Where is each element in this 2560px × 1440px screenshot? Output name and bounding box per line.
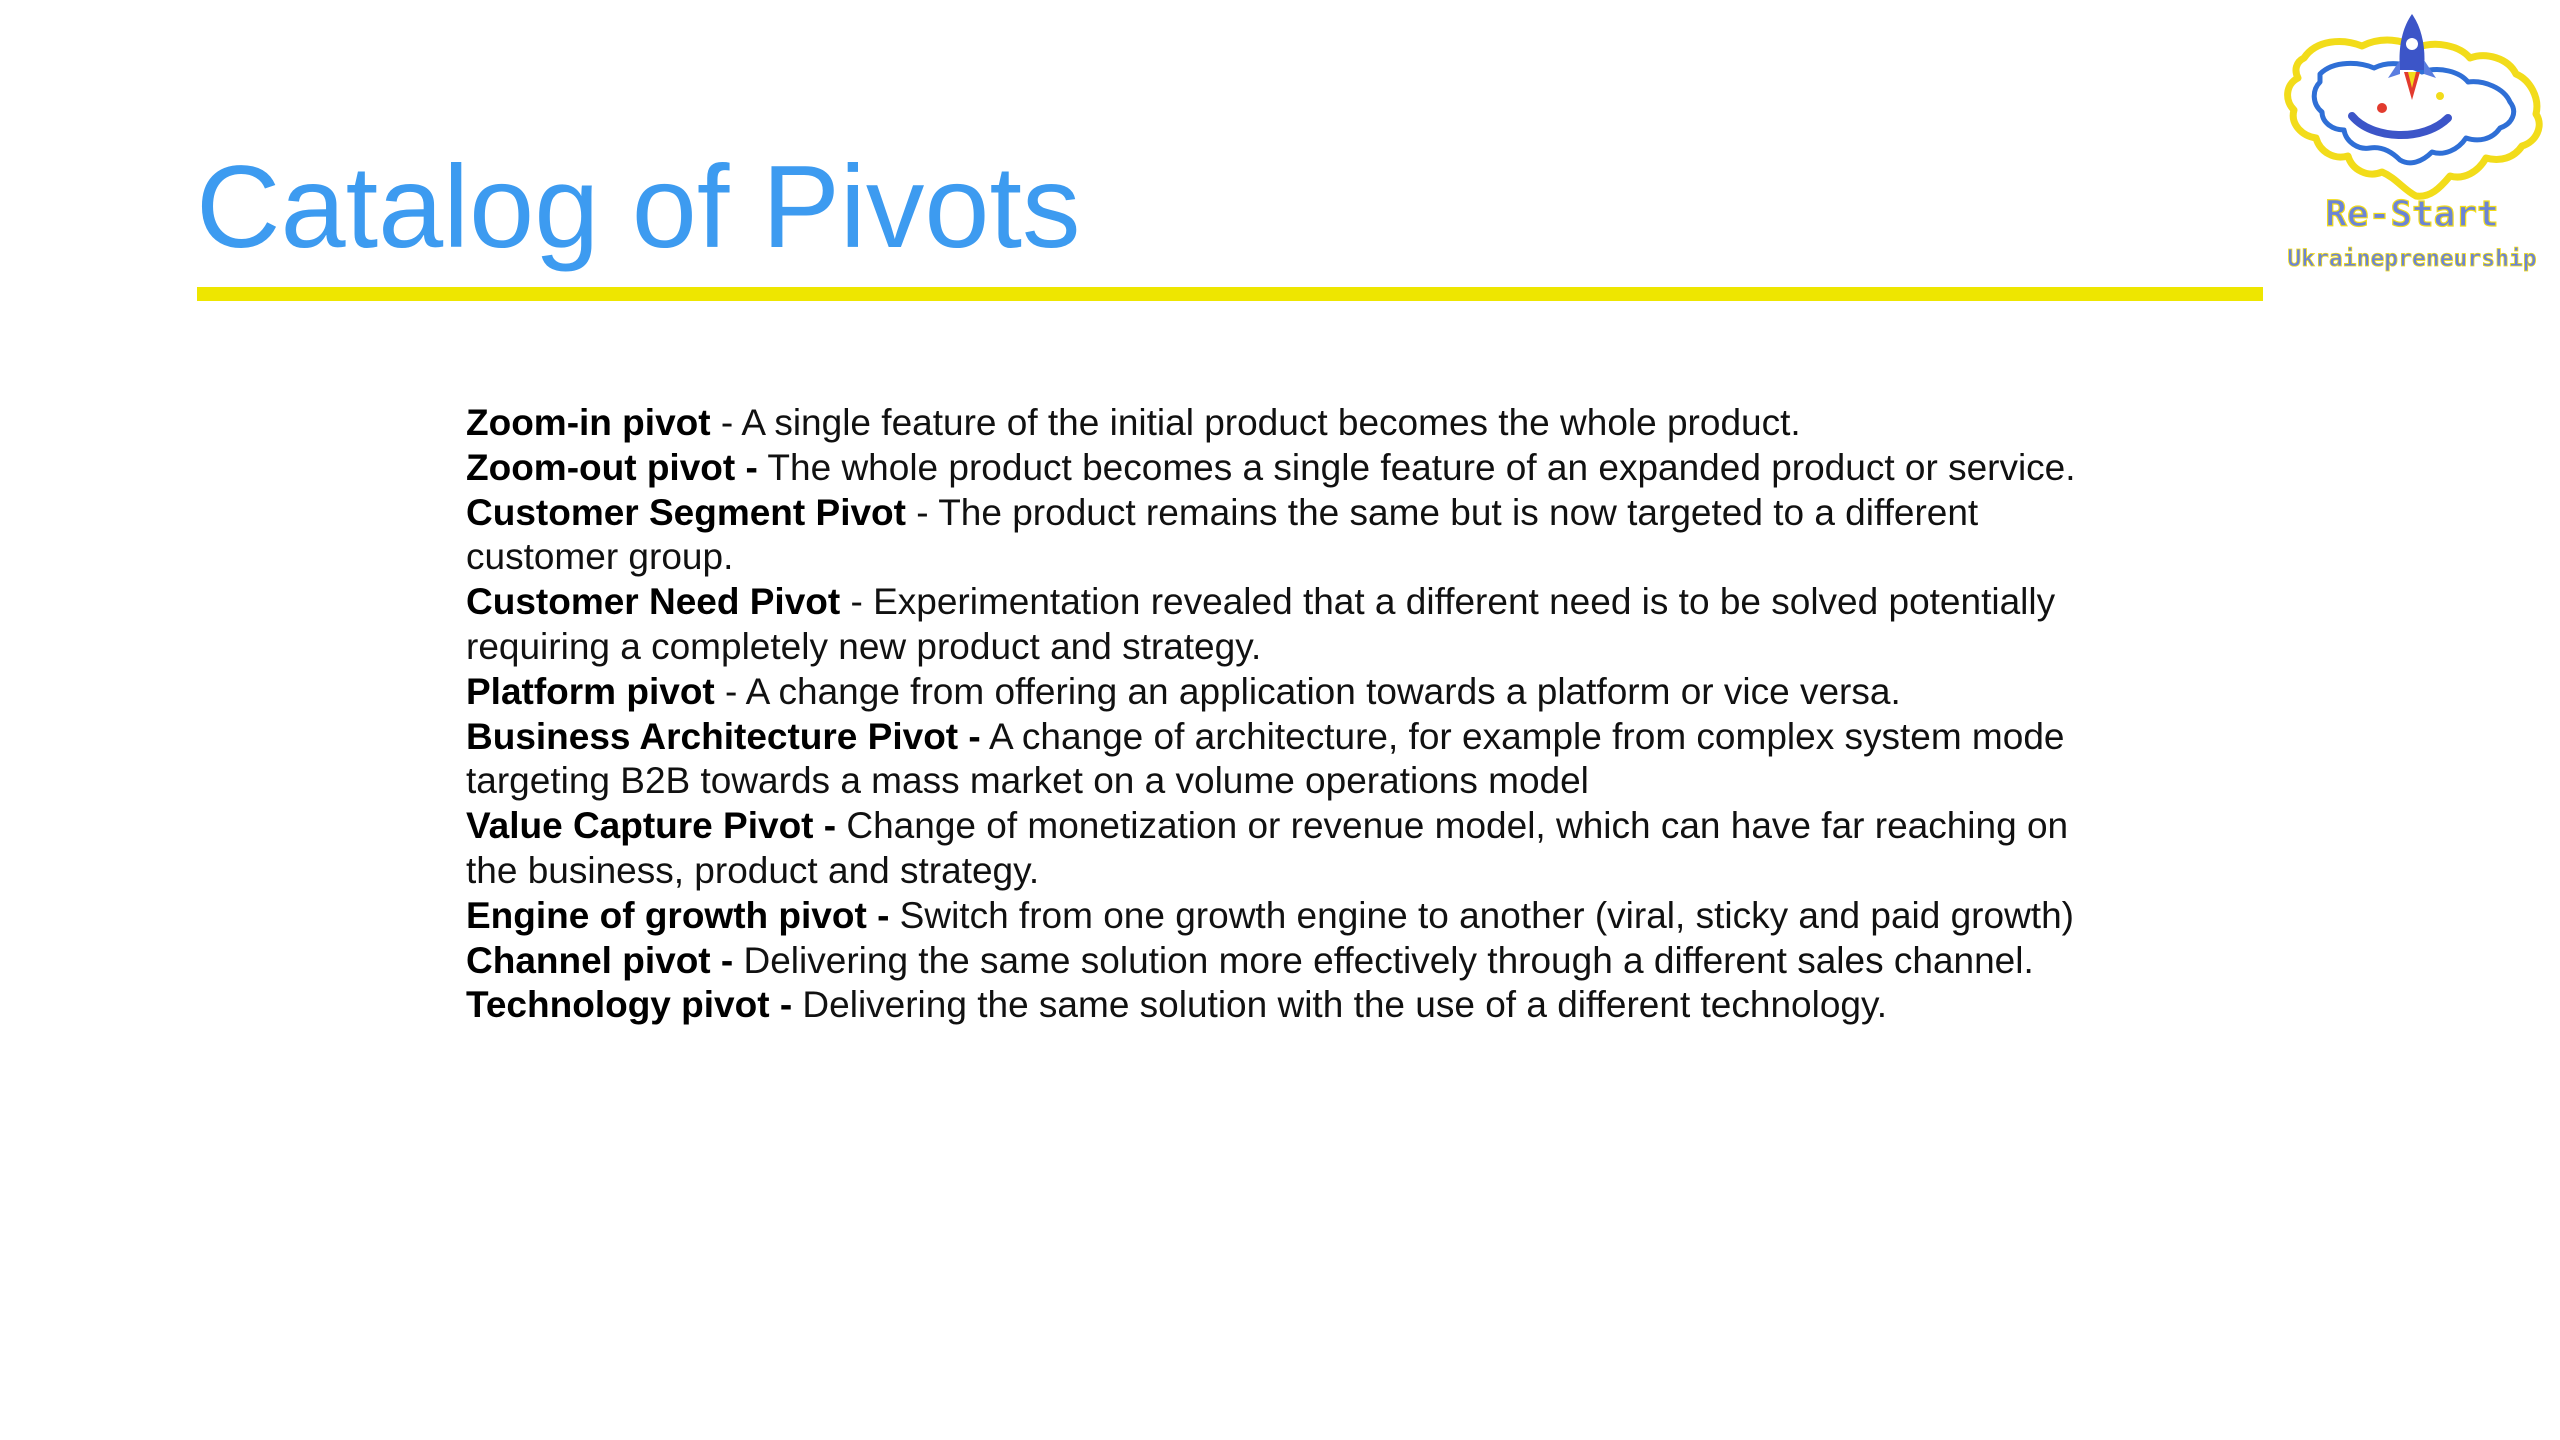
logo-text-line2: Ukrainepreneurship: [2287, 246, 2537, 272]
pivot-description: - A single feature of the initial product becomes the whole product.: [710, 402, 1801, 443]
title-underline-rule: [197, 287, 2263, 301]
pivot-item: [466, 939, 2076, 984]
pivot-description: - The product remains the same but is now targeted to a different customer group.: [466, 491, 1979, 578]
pivot-description: Change of monetization or revenue model, which can have far reaching on the business, product and strategy.: [466, 805, 2069, 891]
orbit-swoosh: [2352, 116, 2448, 135]
pivot-description: A change of architecture, for example from complex system mode targeting B2B towards a mass market on a volume operations model: [466, 715, 2065, 802]
rocket-icon: [2388, 14, 2436, 100]
pivot-name: Platform pivot: [466, 670, 715, 712]
pivot-item: [466, 446, 2076, 491]
pivot-name: Zoom-in pivot: [466, 402, 711, 443]
pivot-name: Channel pivot -: [466, 939, 734, 981]
pivot-name: Customer Need Pivot: [466, 581, 841, 623]
pivot-description: Delivering the same solution more effectively through a different sales channel.: [733, 939, 2034, 981]
pivot-name: Value Capture Pivot -: [466, 805, 837, 847]
pivot-item: [466, 670, 2076, 715]
pivot-item: [466, 401, 2076, 446]
pivot-item: [466, 804, 2076, 894]
pivot-name: Engine of growth pivot -: [466, 894, 890, 936]
pivot-description: Switch from one growth engine to another (viral, sticky and paid growth): [889, 894, 2074, 936]
pivot-name: Business Architecture Pivot -: [466, 715, 981, 757]
pivot-name: Customer Segment Pivot: [466, 491, 906, 533]
logo-text-line1: Re-Start: [2325, 194, 2499, 235]
pivot-item: [466, 983, 2076, 1028]
pivot-description: Delivering the same solution with the use of a different technology.: [792, 984, 1888, 1026]
pivot-item: [466, 715, 2076, 805]
pivot-item: [466, 580, 2076, 670]
re-start-ukrainepreneurship-logo: [2264, 0, 2560, 284]
pivot-description: The whole product becomes a single feature of an expanded product or service.: [757, 446, 2076, 488]
pivot-name: Zoom-out pivot -: [466, 446, 758, 488]
pivot-name: Technology pivot -: [466, 984, 793, 1026]
pivot-description: - A change from offering an application towards a platform or vice versa.: [714, 670, 1901, 712]
pivot-item: [466, 894, 2076, 939]
pivot-catalog-list: [466, 401, 2076, 1028]
pivot-item: [466, 491, 2076, 581]
slide-title: Catalog of Pivots: [196, 141, 1081, 272]
pivot-description: - Experimentation revealed that a different need is to be solved potentially requiring a completely new product and strategy.: [466, 581, 2056, 667]
